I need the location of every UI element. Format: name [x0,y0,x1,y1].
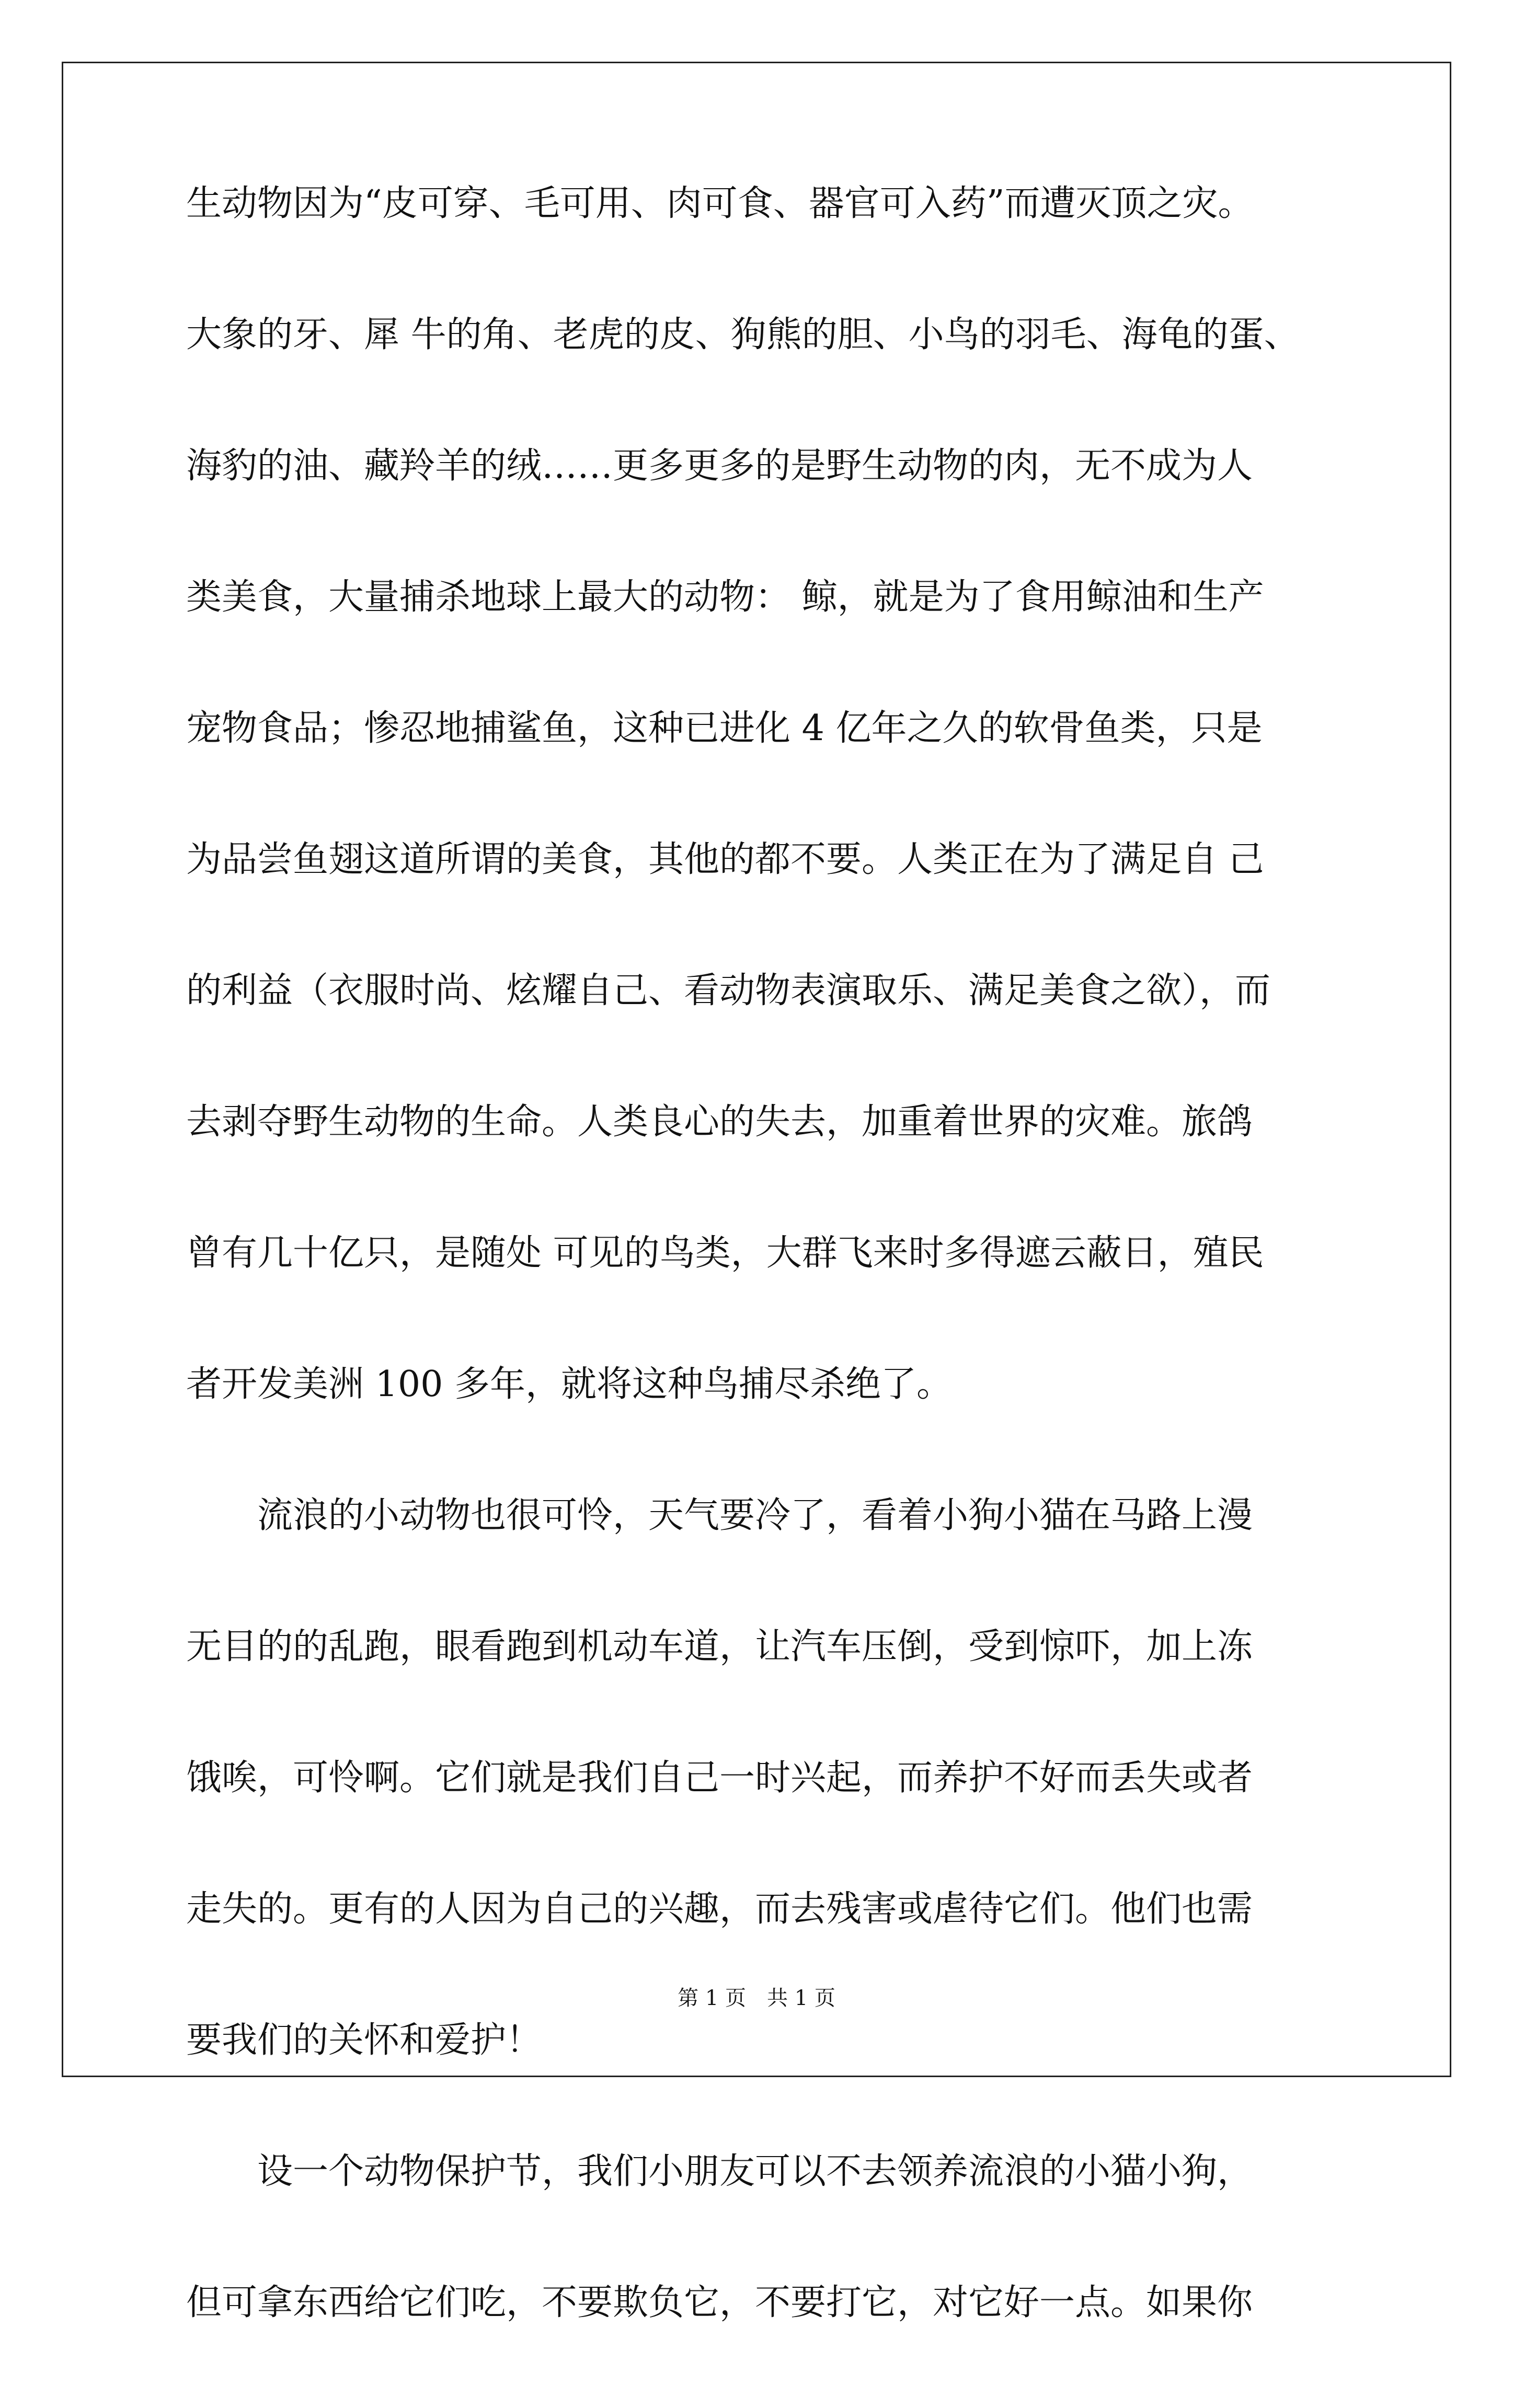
text-line: 海豹的油、藏羚羊的绒……更多更多的是野生动物的肉，无不成为人 [186,445,1253,487]
text-line: 的利益（衣服时尚、炫耀自己、看动物表演取乐、满足美食之欲），而 [186,970,1271,1011]
text-line: 设一个动物保护节，我们小朋友可以不去领养流浪的小猫小狗， [186,2151,1253,2192]
text-line: 要我们的关怀和爱护！ [186,2020,542,2061]
text-line: 流浪的小动物也很可怜，天气要冷了，看着小狗小猫在马路上漫 [186,1495,1253,1536]
text-line: 类美食，大量捕杀地球上最大的动物： 鲸，就是为了食用鲸油和生产 [186,577,1264,618]
text-line: 饿唉，可怜啊。它们就是我们自己一时兴起，而养护不好而丢失或者 [186,1757,1253,1799]
text-line: 为品尝鱼翅这道所谓的美食，其他的都不要。人类正在为了满足自 己 [186,839,1264,880]
text-line: 曾有几十亿只，是随处 可见的鸟类，大群飞来时多得遮云蔽日，殖民 [186,1232,1264,1274]
text-line: 宠物食品；惨忍地捕鲨鱼，这种已进化 4 亿年之久的软骨鱼类，只是 [186,708,1263,749]
text-line: 去剥夺野生动物的生命。人类良心的失去，加重着世界的灾难。旅鸽 [186,1101,1253,1143]
text-line: 无目的的乱跑，眼看跑到机动车道，让汽车压倒，受到惊吓，加上冻 [186,1626,1253,1667]
document-body [186,178,1336,2408]
text-line: 走失的。更有的人因为自己的兴趣，而去残害或虐待它们。他们也需 [186,1888,1253,1930]
text-line: 但可拿东西给它们吃，不要欺负它，不要打它，对它好一点。如果你 [186,2282,1253,2323]
text-line: 生动物因为“皮可穿、毛可用、肉可食、器官可入药”而遭灭顶之灾。 [186,183,1254,224]
text-line: 大象的牙、犀 牛的角、老虎的皮、狗熊的胆、小鸟的羽毛、海龟的蛋、 [186,314,1300,355]
page-footer: 第 1 页 共 1 页 [678,1986,835,2010]
text-line: 者开发美洲 100 多年，就将这种鸟捕尽杀绝了。 [186,1364,953,1405]
